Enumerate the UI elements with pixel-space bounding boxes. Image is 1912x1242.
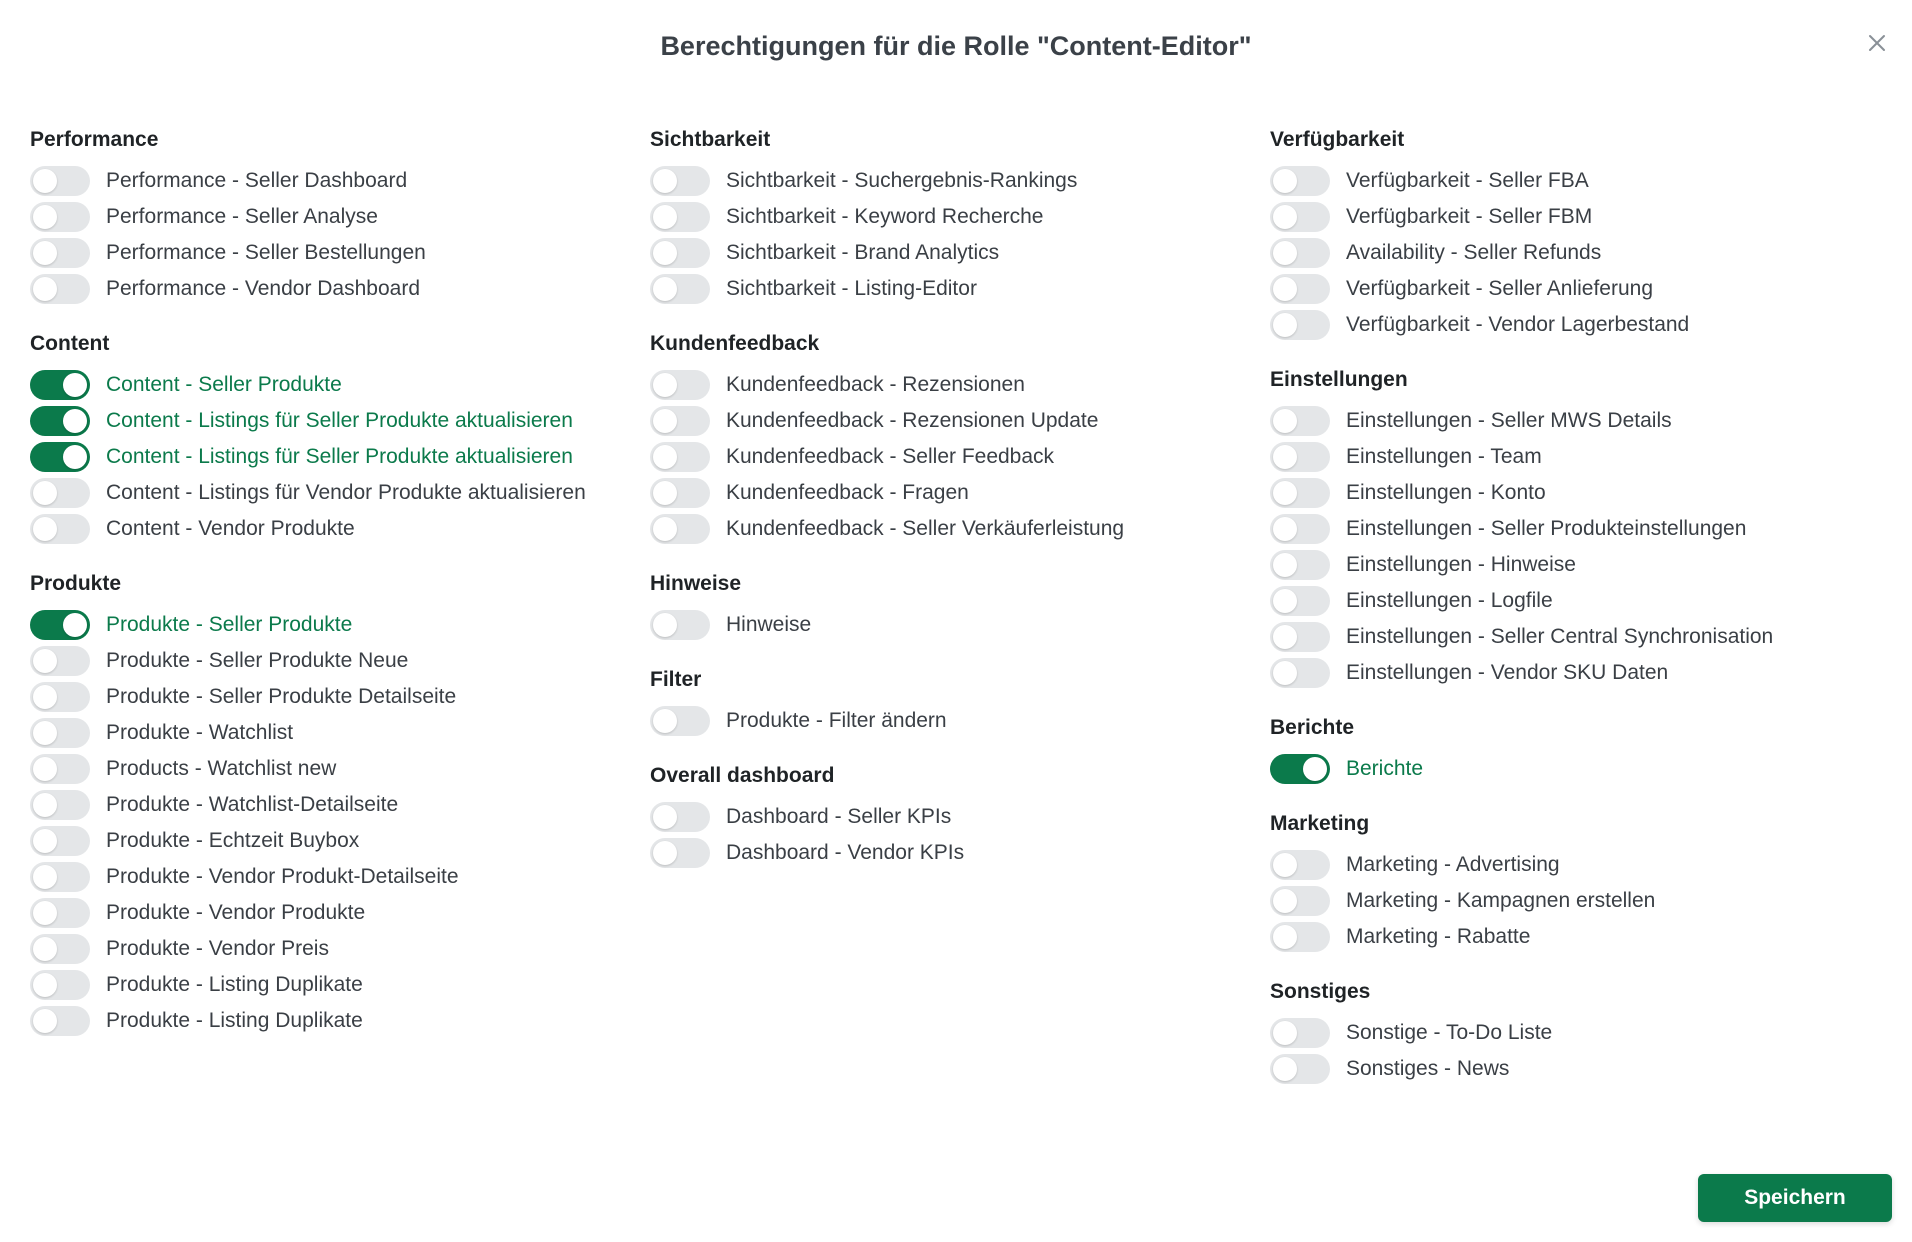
toggle-knob [1273, 241, 1297, 265]
toggle-knob [653, 409, 677, 433]
permission-label: Content - Seller Produkte [106, 373, 342, 396]
toggle-knob [653, 517, 677, 541]
permission-group-title: Sichtbarkeit [650, 128, 771, 151]
permission-row[interactable] [30, 967, 650, 1003]
close-icon [1868, 34, 1886, 57]
permission-group-marketing [1270, 809, 1890, 955]
permission-column [1270, 125, 1890, 1109]
toggle-knob [33, 937, 57, 961]
permission-row[interactable] [650, 475, 1270, 511]
permission-label: Performance - Seller Bestellungen [106, 241, 426, 264]
permission-group-title: Einstellungen [1270, 368, 1408, 391]
permission-toggle[interactable] [1270, 514, 1330, 544]
permission-row[interactable] [30, 511, 650, 547]
permission-label: Sonstige - To-Do Liste [1346, 1021, 1553, 1044]
permission-toggle[interactable] [30, 274, 90, 304]
permission-toggle[interactable] [1270, 850, 1330, 880]
permission-toggle[interactable] [650, 238, 710, 268]
permission-toggle[interactable] [30, 790, 90, 820]
permission-row[interactable] [1270, 583, 1890, 619]
permission-row[interactable] [30, 271, 650, 307]
permission-label: Produkte - Echtzeit Buybox [106, 829, 360, 852]
permission-toggle[interactable] [1270, 922, 1330, 952]
permission-row[interactable] [650, 703, 1270, 739]
permission-label: Produkte - Watchlist-Detailseite [106, 793, 399, 816]
permission-label: Produkte - Listing Duplikate [106, 973, 363, 996]
permission-label: Content - Listings für Seller Produkte aktualisieren [106, 409, 573, 432]
permission-row[interactable] [650, 163, 1270, 199]
permission-row[interactable] [650, 235, 1270, 271]
toggle-knob [1273, 925, 1297, 949]
toggle-knob [1273, 661, 1297, 685]
toggle-knob [1273, 625, 1297, 649]
permission-row[interactable] [650, 199, 1270, 235]
toggle-knob [33, 757, 57, 781]
toggle-knob [1273, 889, 1297, 913]
permission-toggle[interactable] [650, 166, 710, 196]
permission-toggle[interactable] [650, 442, 710, 472]
permission-row[interactable] [30, 679, 650, 715]
permission-row[interactable] [30, 475, 650, 511]
permission-label: Einstellungen - Seller MWS Details [1346, 409, 1672, 432]
permission-label: Produkte - Vendor Preis [106, 937, 329, 960]
permission-label: Verfügbarkeit - Vendor Lagerbestand [1346, 313, 1690, 336]
permission-label: Availability - Seller Refunds [1346, 241, 1602, 264]
permission-toggle[interactable] [1270, 274, 1330, 304]
toggle-knob [33, 721, 57, 745]
permission-row[interactable] [1270, 919, 1890, 955]
toggle-knob [653, 445, 677, 469]
permission-row[interactable] [30, 1003, 650, 1039]
permission-toggle[interactable] [650, 274, 710, 304]
toggle-knob [1273, 589, 1297, 613]
permission-row[interactable] [30, 367, 650, 403]
permission-row[interactable] [1270, 163, 1890, 199]
permission-label: Verfügbarkeit - Seller Anlieferung [1346, 277, 1654, 300]
permission-label: Kundenfeedback - Seller Feedback [726, 445, 1055, 468]
permission-row[interactable] [30, 607, 650, 643]
toggle-knob [1273, 445, 1297, 469]
dialog-title: Berechtigungen für die Rolle "Content-Editor" [660, 31, 1252, 61]
permission-row[interactable] [1270, 619, 1890, 655]
permission-row[interactable] [1270, 751, 1890, 787]
toggle-knob [1273, 409, 1297, 433]
permission-row[interactable] [650, 835, 1270, 871]
permission-toggle[interactable] [1270, 622, 1330, 652]
permission-group-sichtbarkeit [650, 125, 1270, 307]
permission-label: Sichtbarkeit - Keyword Recherche [726, 205, 1044, 228]
permission-toggle[interactable] [650, 202, 710, 232]
permission-toggle[interactable] [1270, 166, 1330, 196]
permission-toggle[interactable] [30, 442, 90, 472]
permission-row[interactable] [650, 799, 1270, 835]
toggle-knob [1273, 553, 1297, 577]
permission-toggle[interactable] [1270, 442, 1330, 472]
permission-toggle[interactable] [1270, 1054, 1330, 1084]
permission-group-filter [650, 665, 1270, 739]
permission-label: Kundenfeedback - Seller Verkäuferleistung [726, 517, 1125, 540]
permission-group-berichte [1270, 713, 1890, 787]
permission-label: Einstellungen - Konto [1346, 481, 1546, 504]
permission-group-produkte [30, 569, 650, 1039]
toggle-knob [1273, 853, 1297, 877]
permission-row[interactable] [650, 511, 1270, 547]
permission-row[interactable] [30, 403, 650, 439]
toggle-knob [1273, 277, 1297, 301]
permission-group-title: Hinweise [650, 572, 742, 595]
toggle-knob [653, 805, 677, 829]
permission-label: Content - Listings für Vendor Produkte aktualisieren [106, 481, 586, 504]
permission-row[interactable] [30, 895, 650, 931]
permission-toggle[interactable] [1270, 406, 1330, 436]
save-button[interactable]: Speichern [1698, 1174, 1892, 1222]
toggle-knob [653, 841, 677, 865]
permission-label: Produkte - Seller Produkte [106, 613, 353, 636]
permission-label: Hinweise [726, 613, 812, 636]
permission-row[interactable] [650, 367, 1270, 403]
permission-row[interactable] [30, 715, 650, 751]
permission-group-title: Sonstiges [1270, 980, 1371, 1003]
permission-label: Sichtbarkeit - Brand Analytics [726, 241, 1000, 264]
permission-toggle[interactable] [1270, 1018, 1330, 1048]
toggle-knob [1273, 517, 1297, 541]
permission-row[interactable] [1270, 271, 1890, 307]
permission-column [30, 125, 650, 1109]
permission-row[interactable] [1270, 199, 1890, 235]
permission-row[interactable] [30, 859, 650, 895]
toggle-knob [1273, 313, 1297, 337]
permission-column [650, 125, 1270, 1109]
permission-group-title: Produkte [30, 572, 122, 595]
permission-group-content [30, 329, 650, 547]
permission-toggle[interactable] [1270, 310, 1330, 340]
permission-toggle[interactable] [30, 970, 90, 1000]
permission-toggle[interactable] [1270, 586, 1330, 616]
toggle-knob [63, 613, 87, 637]
permission-toggle[interactable] [650, 838, 710, 868]
permission-toggle[interactable] [30, 370, 90, 400]
permission-label: Sichtbarkeit - Suchergebnis-Rankings [726, 169, 1078, 192]
permission-label: Verfügbarkeit - Seller FBM [1346, 205, 1593, 228]
toggle-knob [653, 481, 677, 505]
toggle-knob [33, 205, 57, 229]
permission-toggle[interactable] [650, 514, 710, 544]
permission-group-hinweise [650, 569, 1270, 643]
permission-toggle[interactable] [1270, 550, 1330, 580]
permission-toggle[interactable] [1270, 886, 1330, 916]
permission-label: Einstellungen - Seller Produkteinstellungen [1346, 517, 1747, 540]
toggle-knob [33, 901, 57, 925]
permission-label: Berichte [1346, 757, 1424, 780]
permission-label: Dashboard - Vendor KPIs [726, 841, 965, 864]
permission-row[interactable] [1270, 403, 1890, 439]
permission-row[interactable] [1270, 439, 1890, 475]
permission-toggle[interactable] [30, 610, 90, 640]
permission-row[interactable] [30, 823, 650, 859]
toggle-knob [33, 973, 57, 997]
permission-row[interactable] [1270, 883, 1890, 919]
permission-label: Content - Listings für Seller Produkte aktualisieren [106, 445, 573, 468]
permission-group-title: Verfügbarkeit [1270, 128, 1405, 151]
permission-label: Einstellungen - Logfile [1346, 589, 1553, 612]
permission-label: Products - Watchlist new [106, 757, 337, 780]
permission-toggle[interactable] [1270, 658, 1330, 688]
permission-group-title: Marketing [1270, 812, 1370, 835]
permission-toggle[interactable] [30, 514, 90, 544]
permission-row[interactable] [1270, 1051, 1890, 1087]
permission-group-verfuegbarkeit [1270, 125, 1890, 343]
permission-label: Einstellungen - Team [1346, 445, 1542, 468]
permission-row[interactable] [650, 403, 1270, 439]
toggle-knob [653, 169, 677, 193]
permission-label: Produkte - Watchlist [106, 721, 294, 744]
permission-toggle[interactable] [30, 898, 90, 928]
permission-row[interactable] [1270, 847, 1890, 883]
permission-label: Kundenfeedback - Rezensionen Update [726, 409, 1099, 432]
toggle-knob [33, 241, 57, 265]
permission-row[interactable] [650, 607, 1270, 643]
toggle-knob [33, 865, 57, 889]
toggle-knob [653, 277, 677, 301]
permission-toggle[interactable] [30, 1006, 90, 1036]
permission-label: Content - Vendor Produkte [106, 517, 355, 540]
permission-toggle[interactable] [650, 406, 710, 436]
permission-toggle[interactable] [1270, 754, 1330, 784]
permission-group-title: Filter [650, 668, 702, 691]
permission-row[interactable] [1270, 307, 1890, 343]
toggle-knob [653, 709, 677, 733]
toggle-knob [63, 445, 87, 469]
permission-row[interactable] [30, 931, 650, 967]
permission-toggle[interactable] [30, 406, 90, 436]
permission-group-title: Kundenfeedback [650, 332, 820, 355]
permission-label: Marketing - Kampagnen erstellen [1346, 889, 1656, 912]
permission-toggle[interactable] [30, 478, 90, 508]
permission-label: Marketing - Advertising [1346, 853, 1560, 876]
permission-label: Produkte - Filter ändern [726, 709, 947, 732]
permission-group-title: Performance [30, 128, 159, 151]
permission-row[interactable] [30, 199, 650, 235]
toggle-knob [63, 409, 87, 433]
permission-row[interactable] [30, 235, 650, 271]
permission-label: Performance - Vendor Dashboard [106, 277, 421, 300]
permissions-grid [30, 125, 1890, 1109]
permission-label: Sichtbarkeit - Listing-Editor [726, 277, 977, 300]
permission-toggle[interactable] [30, 862, 90, 892]
permission-row[interactable] [1270, 475, 1890, 511]
permission-label: Dashboard - Seller KPIs [726, 805, 952, 828]
permission-label: Produkte - Listing Duplikate [106, 1009, 363, 1032]
toggle-knob [33, 481, 57, 505]
toggle-knob [33, 829, 57, 853]
permission-group-overall-dashboard [650, 761, 1270, 871]
permission-label: Performance - Seller Analyse [106, 205, 378, 228]
permission-toggle[interactable] [1270, 478, 1330, 508]
permission-toggle[interactable] [650, 478, 710, 508]
permission-toggle[interactable] [30, 646, 90, 676]
permission-row[interactable] [30, 163, 650, 199]
permission-group-einstellungen [1270, 365, 1890, 691]
permission-group-title: Berichte [1270, 716, 1355, 739]
permission-toggle[interactable] [1270, 202, 1330, 232]
toggle-knob [1273, 1021, 1297, 1045]
toggle-knob [1273, 205, 1297, 229]
permission-group-title: Content [30, 332, 110, 355]
permission-group-sonstiges [1270, 977, 1890, 1087]
permission-label: Kundenfeedback - Rezensionen [726, 373, 1025, 396]
toggle-knob [1273, 481, 1297, 505]
close-button[interactable] [1862, 30, 1892, 60]
permission-group-kundenfeedback [650, 329, 1270, 547]
permission-row[interactable] [650, 271, 1270, 307]
permission-label: Marketing - Rabatte [1346, 925, 1531, 948]
permission-row[interactable] [1270, 547, 1890, 583]
permission-toggle[interactable] [30, 718, 90, 748]
toggle-knob [33, 793, 57, 817]
permission-toggle[interactable] [30, 238, 90, 268]
permission-toggle[interactable] [30, 826, 90, 856]
permission-label: Einstellungen - Vendor SKU Daten [1346, 661, 1669, 684]
permission-label: Produkte - Seller Produkte Neue [106, 649, 409, 672]
permission-label: Kundenfeedback - Fragen [726, 481, 969, 504]
toggle-knob [33, 277, 57, 301]
permission-label: Produkte - Vendor Produkte [106, 901, 366, 924]
permission-group-title: Overall dashboard [650, 764, 835, 787]
toggle-knob [1273, 169, 1297, 193]
permission-group-performance [30, 125, 650, 307]
permission-label: Einstellungen - Seller Central Synchronisation [1346, 625, 1774, 648]
toggle-knob [33, 1009, 57, 1033]
toggle-knob [33, 649, 57, 673]
permission-row[interactable] [30, 439, 650, 475]
permission-toggle[interactable] [650, 370, 710, 400]
toggle-knob [33, 685, 57, 709]
permission-toggle[interactable] [650, 706, 710, 736]
permission-label: Produkte - Seller Produkte Detailseite [106, 685, 457, 708]
permission-row[interactable] [30, 751, 650, 787]
permission-row[interactable] [650, 439, 1270, 475]
permission-toggle[interactable] [30, 202, 90, 232]
permission-toggle[interactable] [650, 610, 710, 640]
permission-row[interactable] [1270, 235, 1890, 271]
permission-row[interactable] [30, 787, 650, 823]
toggle-knob [653, 241, 677, 265]
permission-toggle[interactable] [30, 754, 90, 784]
permission-row[interactable] [30, 643, 650, 679]
toggle-knob [63, 373, 87, 397]
toggle-knob [1273, 1057, 1297, 1081]
permission-toggle[interactable] [1270, 238, 1330, 268]
toggle-knob [653, 613, 677, 637]
permission-row[interactable] [1270, 655, 1890, 691]
toggle-knob [653, 373, 677, 397]
permission-toggle[interactable] [30, 934, 90, 964]
permission-label: Performance - Seller Dashboard [106, 169, 408, 192]
toggle-knob [653, 205, 677, 229]
permission-row[interactable] [1270, 511, 1890, 547]
toggle-knob [33, 517, 57, 541]
permission-toggle[interactable] [30, 166, 90, 196]
permission-toggle[interactable] [30, 682, 90, 712]
permission-label: Produkte - Vendor Produkt-Detailseite [106, 865, 459, 888]
permission-toggle[interactable] [650, 802, 710, 832]
permission-label: Einstellungen - Hinweise [1346, 553, 1576, 576]
permission-row[interactable] [1270, 1015, 1890, 1051]
permission-label: Sonstiges - News [1346, 1057, 1510, 1080]
permission-label: Verfügbarkeit - Seller FBA [1346, 169, 1589, 192]
toggle-knob [33, 169, 57, 193]
toggle-knob [1303, 757, 1327, 781]
